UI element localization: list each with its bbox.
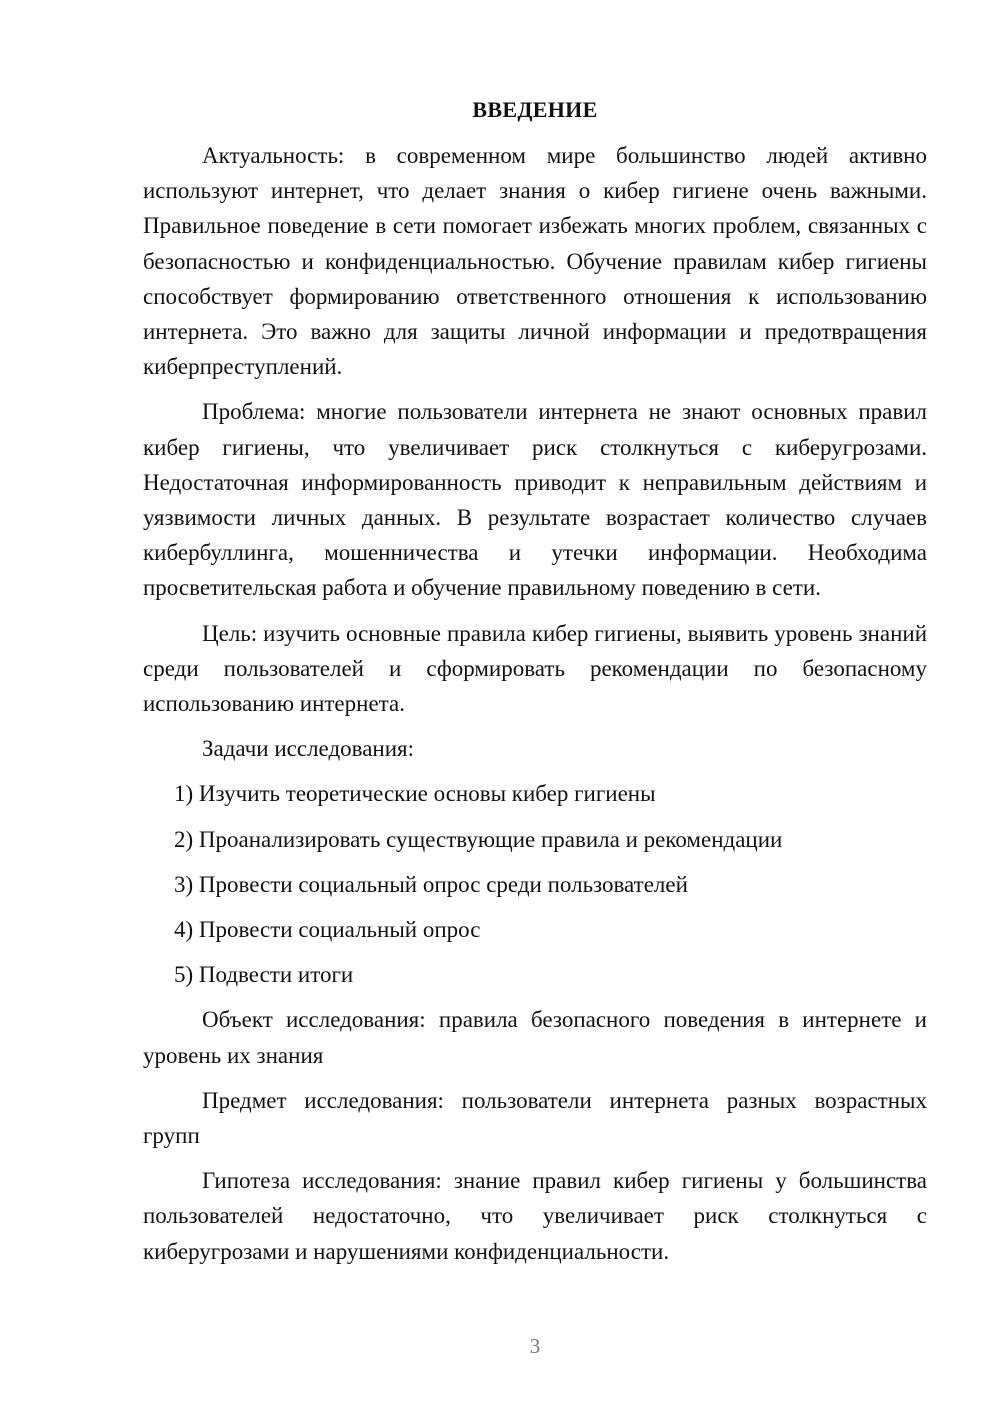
task-item: 1) Изучить теоретические основы кибер гигиены: [174, 781, 656, 807]
section-heading: ВВЕДЕНИЕ: [472, 97, 598, 122]
task-item: 2) Проанализировать существующие правила и рекомендации: [174, 826, 783, 852]
object-paragraph: Объект исследования: правила безопасного поведения в интернете и уровень их знания: [143, 1007, 927, 1068]
problem-paragraph: Проблема: многие пользователи интернета не знают основных правил кибер гигиены, что увеличивает риск столкнуться с киберугрозами. Недостаточная информированность приводит к неправильным действиям и уязвимости личных данных. В результате возрастает количество случаев кибербуллинга, мошенничества и утечки информации. Необходима просветительская работа и обучение правильному поведению в сети.: [143, 399, 927, 601]
task-item: 3) Провести социальный опрос среди пользователей: [174, 871, 688, 897]
tasks-list: [143, 776, 927, 992]
tasks-label: Задачи исследования:: [202, 736, 415, 762]
hypothesis-paragraph: Гипотеза исследования: знание правил кибер гигиены у большинства пользователей недостаточно, что увеличивает риск столкнуться с киберугрозами и нарушениями конфиденциальности.: [143, 1168, 927, 1264]
page-content: [143, 92, 927, 1269]
goal-paragraph: Цель: изучить основные правила кибер гигиены, выявить уровень знаний среди пользователей и сформировать рекомендации по безопасному использованию интернета.: [143, 620, 927, 717]
relevance-paragraph: Актуальность: в современном мире большинство людей активно используют интернет, что делает знания о кибер гигиене очень важными. Правильное поведение в сети помогает избежать многих проблем, связанных с безопасностью и конфиденциальностью. Обучение правилам кибер гигиены способствует формированию ответственного отношения к использованию интернета. Это важно для защиты личной информации и предотвращения киберпреступлений.: [143, 143, 927, 380]
page-number: 3: [529, 1334, 541, 1358]
task-item: 4) Провести социальный опрос: [174, 917, 481, 943]
task-item: 5) Подвести итоги: [174, 962, 354, 988]
subject-paragraph: Предмет исследования: пользователи интернета разных возрастных групп: [143, 1087, 927, 1149]
